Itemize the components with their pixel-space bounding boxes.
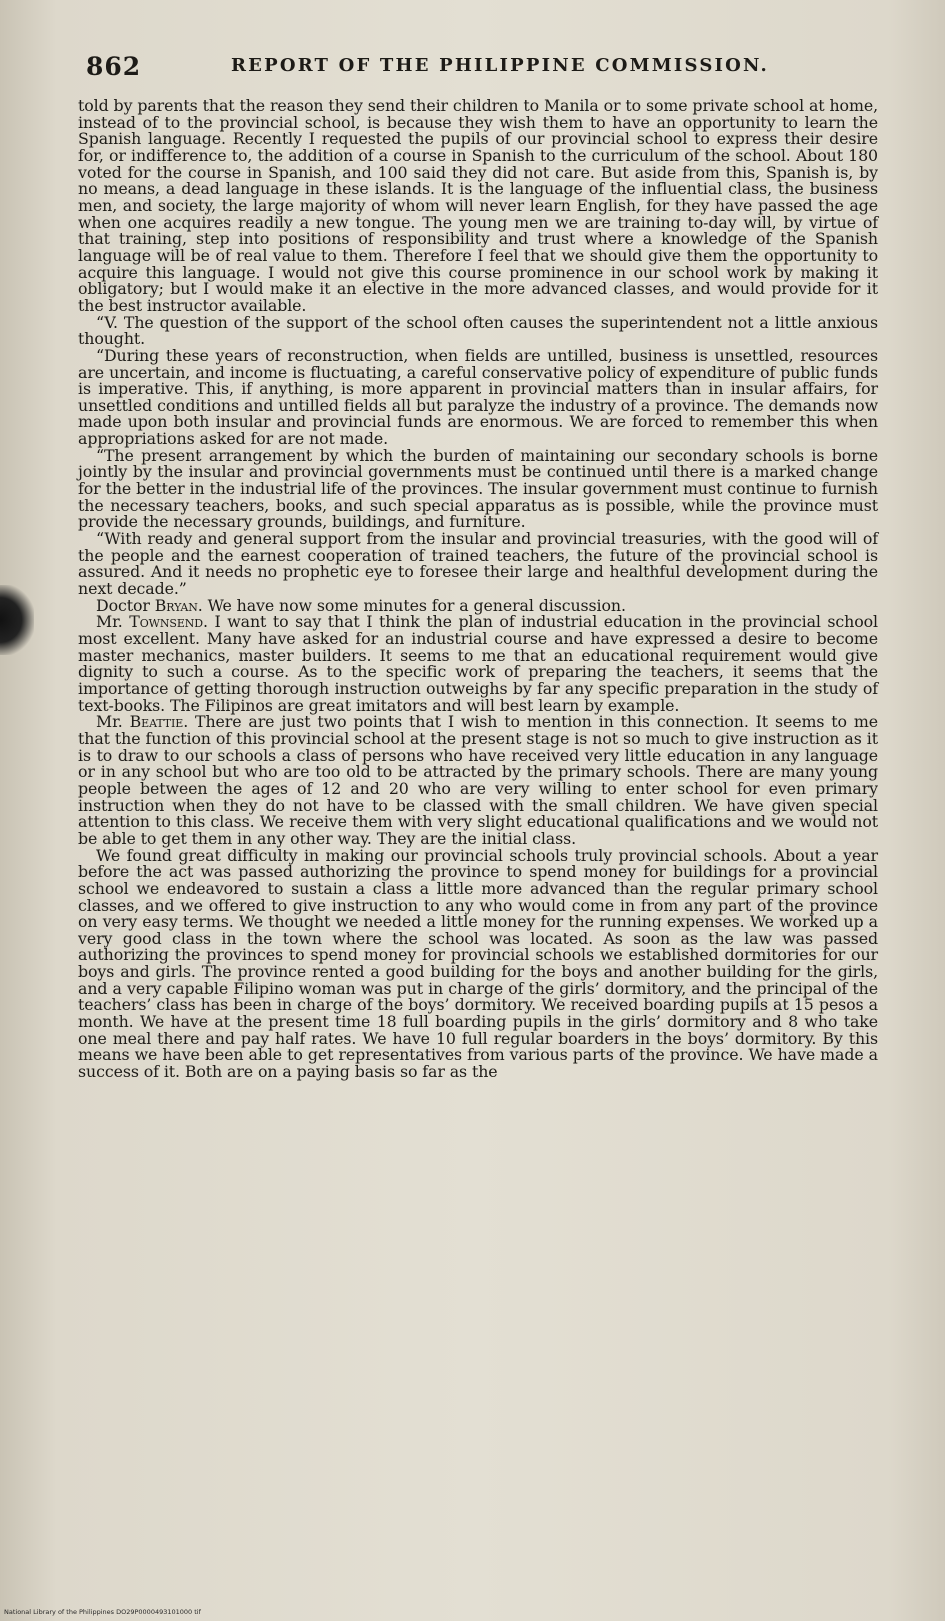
- text-run: “During these years of reconstruction, when fields are untilled, business is unsettled, resources are uncertain, and income is fluctuating, a careful conservative policy of expenditure of public funds is imperative. This, if anything, is more apparent in provincial matters than in insular affairs, for unsettled conditions and untilled fields all but paralyze the industry of a province. The demands now made upon both insular and provincial funds are enormous. We are forced to remember this when appropriations asked for are not made.: [78, 345, 878, 449]
- text-run: “With ready and general support from the insular and provincial treasuries, with the good will of the people and the earnest cooperation of trained teachers, the future of the provincial school is assured. And it needs no prophetic eye to foresee their large and healthful development during the next decade.”: [78, 529, 878, 599]
- text-run: Mr.: [96, 712, 130, 732]
- page-number: 862: [86, 52, 142, 81]
- text-run: We found great difficulty in making our provincial schools truly provincial schools. About a year before the act was passed authorizing the province to spend money for buildings for a provincial school we endeavored to sustain a class a little more advanced than the regular primary school classes, and we offered to give instruction to any who would come in from any part of the province on very easy terms. We thought we needed a little money for the running expenses. We worked up a very good class in the town where the school was located. As soon as the law was passed authorizing the provinces to spend money for provincial schools we established dormitories for our boys and girls. The province rented a good building for the boys and another building for the girls, and a very capable Filipino woman was put in charge of the girls’ dormitory, and the principal of the teachers’ class has been in charge of the boys’ dormitory. We received boarding pupils at 15 pesos a month. We have at the present time 18 full boarding pupils in the girls’ dormitory and 8 who take one meal there and pay half rates. We have 10 full regular boarders in the boys’ dormitory. By this means we have been able to get representatives from various parts of the province. We have made a success of it. Both are on a paying basis so far as the: [78, 845, 878, 1082]
- scan-credit: National Library of the Philippines DO29P0000493101000 tif: [4, 1608, 201, 1616]
- text-run: told by parents that the reason they send their children to Manila or to some private school at home, instead of to the provincial school, is because they wish them to have an opportunity to learn the Spanish language. Recently I requested the pupils of our provincial school to express their desire for, or indifference to, the addition of a course in Spanish to the curriculum of the school. About 180 voted for the course in Spanish, and 100 said they did not care. But aside from this, Spanish is, by no means, a dead language in these islands. It is the language of the influential class, the business men, and society, the large majority of whom will never learn English, for they have passed the age when one acquires readily a new tongue. The young men we are training to-day will, by virtue of that training, step into positions of responsibility and trust where a knowledge of the Spanish language will be of real value to them. Therefore I feel that we should give them the opportunity to acquire this language. I would not give this course prominence in our school work by making it obligatory; but I would make it an elective in the more advanced classes, and would provide for it the best instructor available.: [78, 96, 878, 315]
- running-title: REPORT OF THE PHILIPPINE COMMISSION.: [231, 55, 770, 76]
- paragraph-p9: [78, 845, 878, 1082]
- page-header: [86, 52, 876, 86]
- text-run: . I want to say that I think the plan of industrial education in the provincial school most excellent. Many have asked for an industrial course and have expressed a desire to become master mechanics, master builders. It seems to me that an educational requirement would give dignity to such a course. As to the specific work of preparing the teachers, it seems that the importance of getting thorough instruction outweighs by far any specific preparation in the study of text-books. The Filipinos are great imitators and will best learn by example.: [78, 612, 879, 715]
- paragraph-p5: [78, 531, 878, 598]
- text-run: Mr.: [96, 612, 130, 632]
- text-run: . We have now some minutes for a general discussion.: [197, 595, 626, 615]
- paragraph-p1: [78, 98, 878, 315]
- speaker-name: Townsend: [129, 612, 203, 632]
- scan-thumb-smudge: [0, 585, 34, 655]
- text-run: “V. The question of the support of the school often causes the superintendent not a little anxious thought.: [78, 312, 878, 349]
- text-run: . There are just two points that I wish to mention in this connection. It seems to me that the function of this provincial school at the present stage is not so much to give instruction as it is to draw to our schools a class of persons who have received very little education in any language or in any school but who are too old to be attracted by the primary schools. There are many young people between the ages of 12 and 20 who are very willing to enter school for even primary instruction when they do not have to be classed with the small children. We have given special attention to this class. We receive them with very slight educational qualifications and we would not be able to get them in any other way. They are the initial class.: [78, 712, 878, 848]
- paragraph-p4: [78, 445, 878, 532]
- text-run: “The present arrangement by which the burden of maintaining our secondary schools is borne jointly by the insular and provincial governments must be continued until there is a marked change for the better in the industrial life of the provinces. The insular government must continue to furnish the necessary teachers, books, and such special apparatus as is possible, while the province must provide the necessary grounds, buildings, and furniture.: [78, 445, 878, 532]
- speaker-name: Bryan: [154, 595, 198, 615]
- text-run: Doctor: [96, 595, 155, 615]
- body-text: [78, 98, 878, 1081]
- paragraph-p3: [78, 345, 878, 449]
- paragraph-p2: [78, 312, 878, 349]
- speaker-name: Beattie: [129, 712, 184, 732]
- paragraph-p7: [78, 614, 878, 714]
- paragraph-p8: [78, 714, 878, 847]
